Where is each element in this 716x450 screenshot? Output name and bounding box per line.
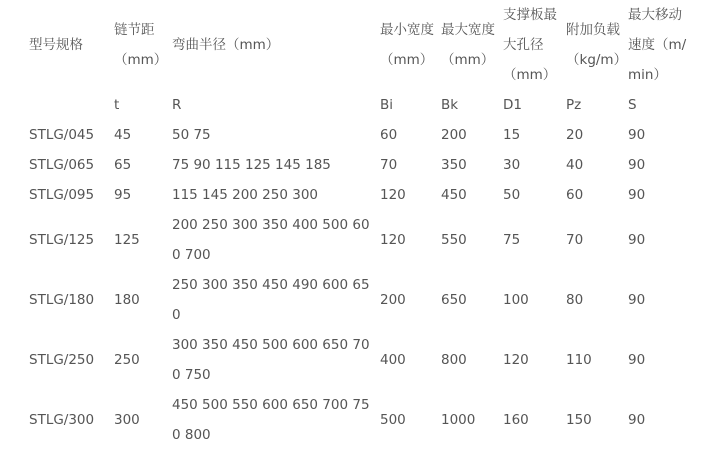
table-cell: 180 (114, 292, 140, 308)
table-cell: STLG/250 (29, 352, 95, 368)
header-load: 附加负载（kg/m） (566, 22, 628, 68)
table-row (24, 330, 692, 390)
table-row (24, 120, 692, 150)
table-cell: 90 (628, 412, 646, 428)
symbol-cell: D1 (503, 97, 522, 113)
table-cell: 100 (503, 292, 529, 308)
header-bend-radius: 弯曲半径（mm） (172, 37, 280, 53)
header-min-width: 最小宽度（mm） (380, 22, 434, 68)
table-cell: 90 (628, 352, 646, 368)
table-cell: 40 (566, 157, 584, 173)
table-row (24, 150, 692, 180)
table-cell: 60 (380, 127, 398, 143)
table-cell: 60 (566, 187, 584, 203)
header-speed: 最大移动速度（m/min） (628, 7, 687, 83)
table-cell: 65 (114, 157, 132, 173)
table-cell: 110 (566, 352, 592, 368)
table-row (24, 180, 692, 210)
table-cell: STLG/125 (29, 232, 95, 248)
table-cell: 800 (441, 352, 467, 368)
table-row (24, 390, 692, 450)
table-cell: 15 (503, 127, 521, 143)
table-cell: STLG/180 (29, 292, 95, 308)
table-cell: STLG/300 (29, 412, 95, 428)
table-cell: 400 (380, 352, 406, 368)
table-cell: 200 250 300 350 400 500 600 700 (172, 217, 370, 263)
symbol-cell: Pz (566, 97, 582, 113)
header-model: 型号规格 (29, 37, 83, 53)
table-cell: STLG/045 (29, 127, 95, 143)
table-cell: 160 (503, 412, 529, 428)
symbol-cell: S (628, 97, 637, 113)
table-cell: 30 (503, 157, 521, 173)
table-row (24, 210, 692, 270)
table-cell: 80 (566, 292, 584, 308)
header-max-hole: 支撑板最大孔径（mm） (503, 7, 557, 83)
table-cell: 50 75 (172, 127, 211, 143)
table-cell: 75 (503, 232, 521, 248)
table-cell: 125 (114, 232, 140, 248)
table-cell: 350 (441, 157, 467, 173)
table-cell: 200 (380, 292, 406, 308)
symbol-cell: t (114, 97, 120, 113)
table-cell: 70 (566, 232, 584, 248)
symbol-row (24, 90, 692, 120)
table-cell: 450 500 550 600 650 700 750 800 (172, 397, 370, 443)
table-cell: 550 (441, 232, 467, 248)
table-cell: 300 (114, 412, 140, 428)
table-cell: 90 (628, 232, 646, 248)
table-row (24, 270, 692, 330)
table-cell: 95 (114, 187, 132, 203)
header-max-width: 最大宽度（mm） (441, 22, 495, 68)
table-cell: STLG/095 (29, 187, 95, 203)
table-cell: 150 (566, 412, 592, 428)
table-cell: 650 (441, 292, 467, 308)
table-cell: 90 (628, 292, 646, 308)
header-row (24, 0, 692, 90)
table-cell: 300 350 450 500 600 650 700 750 (172, 337, 370, 383)
table-cell: 1000 (441, 412, 476, 428)
table-cell: 75 90 115 125 145 185 (172, 157, 331, 173)
header-pitch: 链节距（mm） (114, 22, 168, 68)
table-cell: 115 145 200 250 300 (172, 187, 319, 203)
table-cell: 250 300 350 450 490 600 650 (172, 277, 370, 323)
symbol-cell: R (172, 97, 182, 113)
table-cell: 90 (628, 157, 646, 173)
table-cell: 120 (503, 352, 529, 368)
table-cell: 90 (628, 127, 646, 143)
table-cell: 50 (503, 187, 521, 203)
table-cell: 500 (380, 412, 406, 428)
table-cell: 70 (380, 157, 398, 173)
table-cell: 45 (114, 127, 132, 143)
symbol-cell: Bk (441, 97, 459, 113)
spec-table (24, 0, 692, 450)
table-cell: STLG/065 (29, 157, 95, 173)
table-cell: 250 (114, 352, 140, 368)
table-cell: 120 (380, 232, 406, 248)
table-cell: 20 (566, 127, 584, 143)
table-cell: 90 (628, 187, 646, 203)
table-cell: 120 (380, 187, 406, 203)
table-cell: 450 (441, 187, 467, 203)
table-cell: 200 (441, 127, 467, 143)
symbol-cell (24, 90, 109, 120)
symbol-cell: Bi (380, 97, 394, 113)
